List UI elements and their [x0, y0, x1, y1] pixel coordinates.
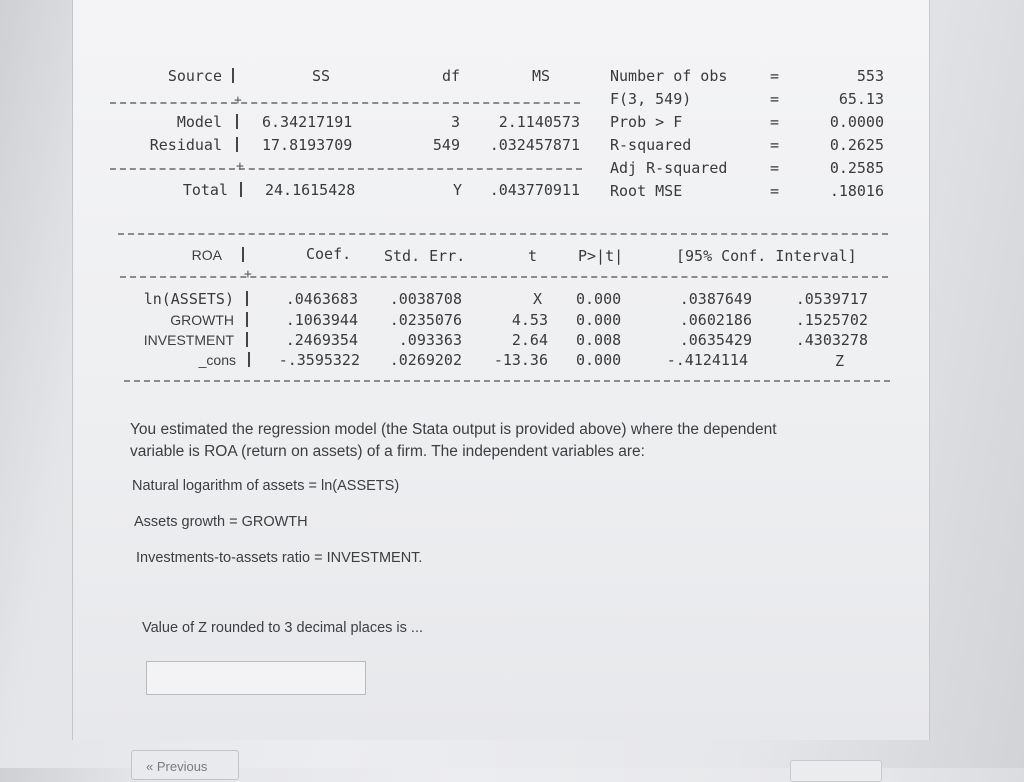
question-line: variable is ROA (return on assets) of a firm. The independent variables are: [130, 443, 645, 460]
ci-high: .0539717 [795, 290, 868, 308]
p-value: 0.000 [576, 311, 622, 329]
stat-value: 65.13 [838, 90, 884, 108]
var-name: ln(ASSETS) [143, 290, 234, 308]
row-df: 549 [432, 136, 460, 154]
next-button[interactable] [790, 760, 882, 782]
header-depvar: ROA [191, 247, 222, 263]
divider [110, 102, 580, 104]
stat-value: 0.2625 [829, 136, 884, 154]
t-value: -13.36 [493, 351, 548, 369]
column-separator [236, 114, 238, 129]
stat-equals: = [770, 113, 780, 131]
se-value: .0038708 [389, 290, 462, 308]
row-total-ss: 24.1615428 [265, 181, 356, 199]
stat-label: Adj R-squared [610, 159, 728, 177]
header-ci: [95% Conf. Interval] [676, 247, 857, 265]
header-se: Std. Err. [384, 247, 466, 265]
p-value: 0.000 [576, 351, 622, 369]
stat-label: F(3, 549) [610, 90, 692, 108]
previous-button[interactable]: « Previous [131, 750, 239, 780]
stat-label: Number of obs [610, 67, 728, 85]
divider [124, 380, 890, 382]
stat-equals: = [770, 159, 780, 177]
ci-high: .4303278 [795, 331, 868, 349]
stat-equals: = [770, 182, 780, 200]
answer-input[interactable] [146, 661, 366, 695]
coef-value: .2469354 [285, 331, 358, 349]
header-p: P>|t| [578, 247, 624, 265]
ci-low: -.4124114 [666, 351, 748, 369]
row-total-ms: .043770911 [489, 181, 580, 199]
divider [110, 168, 582, 170]
var-name: INVESTMENT [143, 332, 234, 348]
header-t: t [528, 247, 538, 265]
divider-cross: + [244, 267, 252, 282]
row-ss: 17.8193709 [262, 136, 353, 154]
header-ss: SS [312, 67, 331, 85]
row-source: Model [176, 113, 222, 131]
p-value: 0.008 [576, 331, 622, 349]
variable-definition: Natural logarithm of assets = ln(ASSETS) [132, 478, 400, 494]
header-df: df [441, 67, 460, 85]
se-value: .093363 [398, 331, 462, 349]
divider-cross: + [236, 159, 244, 174]
t-value: X [532, 290, 542, 308]
stat-value: 0.2585 [829, 159, 884, 177]
header-source: Source [167, 67, 222, 85]
coef-value: .1063944 [285, 311, 358, 329]
coef-value: -.3595322 [278, 351, 360, 369]
row-total-source: Total [182, 181, 228, 199]
column-separator [246, 312, 248, 327]
stat-equals: = [770, 136, 780, 154]
ci-low: .0602186 [679, 311, 752, 329]
column-separator [246, 332, 248, 347]
ci-high: Z [834, 352, 844, 370]
row-ms: .032457871 [489, 136, 580, 154]
divider [120, 276, 888, 278]
ci-low: .0387649 [679, 290, 752, 308]
divider [118, 233, 888, 235]
variable-definition: Investments-to-assets ratio = INVESTMENT. [136, 550, 423, 566]
column-separator [240, 182, 242, 197]
ci-low: .0635429 [679, 331, 752, 349]
divider-cross: + [234, 93, 242, 108]
stat-value: .18016 [829, 182, 884, 200]
header-coef: Coef. [306, 245, 352, 263]
stat-label: Root MSE [610, 182, 683, 200]
var-name: _cons [198, 352, 236, 368]
column-separator [242, 247, 244, 262]
column-separator [248, 352, 250, 367]
column-separator [232, 68, 234, 83]
stat-value: 0.0000 [829, 113, 884, 131]
row-df: 3 [450, 113, 460, 131]
t-value: 4.53 [511, 311, 548, 329]
row-ss: 6.34217191 [262, 113, 353, 131]
t-value: 2.64 [511, 331, 548, 349]
se-value: .0269202 [389, 351, 462, 369]
ci-high: .1525702 [795, 311, 868, 329]
row-ms: 2.1140573 [498, 113, 580, 131]
coef-value: .0463683 [285, 290, 358, 308]
p-value: 0.000 [576, 290, 622, 308]
variable-definition: Assets growth = GROWTH [134, 514, 308, 530]
stat-label: R-squared [610, 136, 692, 154]
stat-equals: = [770, 67, 780, 85]
row-total-df: Y [452, 181, 462, 199]
stat-value: 553 [856, 67, 884, 85]
header-ms: MS [531, 67, 550, 85]
question-prompt: Value of Z rounded to 3 decimal places is ... [142, 620, 424, 636]
row-source: Residual [149, 136, 222, 154]
column-separator [246, 291, 248, 306]
var-name: GROWTH [170, 312, 234, 328]
question-line: You estimated the regression model (the Stata output is provided above) where the dependent [130, 421, 777, 438]
se-value: .0235076 [389, 311, 462, 329]
column-separator [236, 137, 238, 152]
stat-label: Prob > F [610, 113, 683, 131]
stat-equals: = [770, 90, 780, 108]
